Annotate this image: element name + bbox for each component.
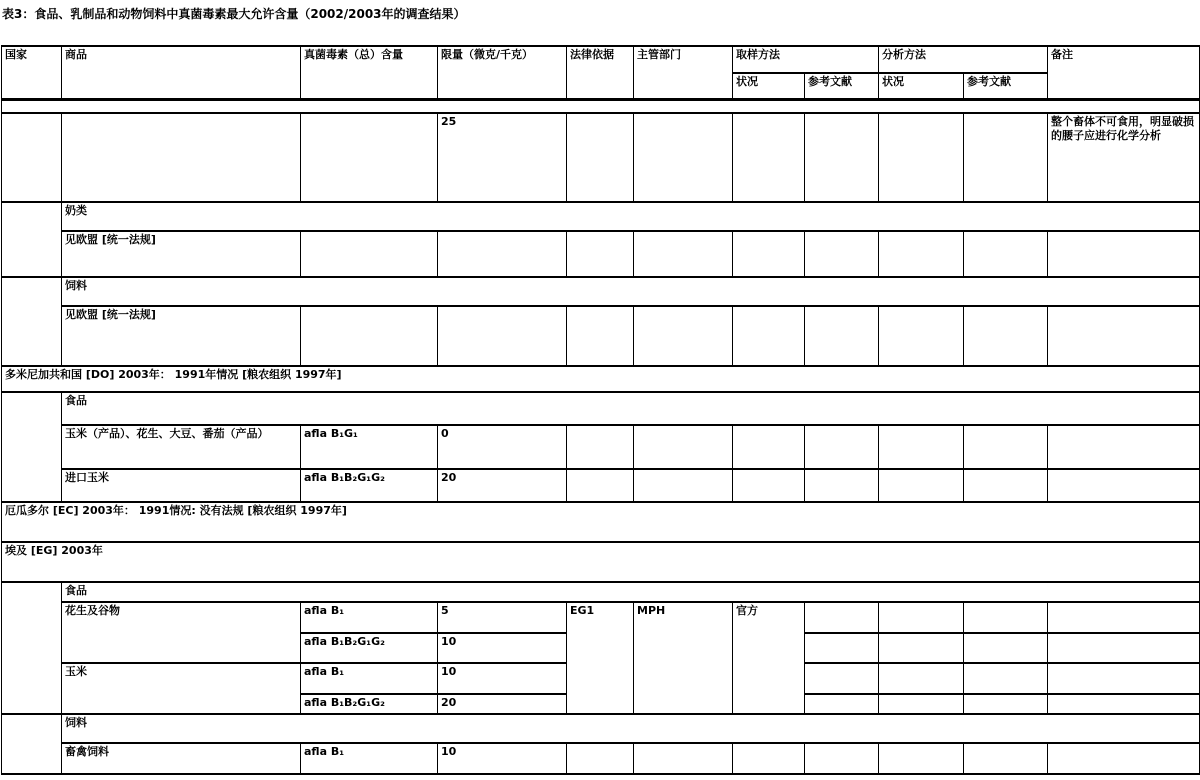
cell-limit: 20 <box>438 694 567 714</box>
cell-analysis-reference <box>964 633 1048 663</box>
table-row <box>2 743 1200 774</box>
section-band-feed: 饲料 <box>62 277 1200 306</box>
empty-band <box>2 99 1200 113</box>
header-remarks: 备注 <box>1048 46 1200 99</box>
header-analysis-reference: 参考文献 <box>964 73 1048 99</box>
cell-remarks <box>1048 231 1200 277</box>
section-band-milk: 奶类 <box>62 202 1200 231</box>
table-row <box>2 425 1200 469</box>
cell-sampling-reference <box>805 425 879 469</box>
cell-limit: 10 <box>438 743 567 774</box>
cell-limit: 20 <box>438 469 567 502</box>
cell-legal-basis: EG1 <box>567 602 634 714</box>
cell-remarks: 整个畜体不可食用，明显破损的腰子应进行化学分析 <box>1048 113 1200 202</box>
cell-analysis-reference <box>964 663 1048 694</box>
table-row <box>2 602 1200 633</box>
header-analysis-status: 状况 <box>879 73 964 99</box>
table-row <box>2 306 1200 366</box>
cell-toxin <box>301 231 438 277</box>
cell-country <box>2 113 62 202</box>
cell-analysis-status <box>879 306 964 366</box>
country-band-label: 埃及 [EG] 2003年 <box>2 542 1200 582</box>
cell-analysis-reference <box>964 425 1048 469</box>
country-band-label: 多米尼加共和国 [DO] 2003年： 1991年情况 [粮农组织 1997年] <box>2 366 1200 392</box>
cell-limit: 0 <box>438 425 567 469</box>
cell-toxin <box>301 306 438 366</box>
header-analysis-method: 分析方法 <box>879 46 1048 73</box>
cell-remarks <box>1048 663 1200 694</box>
spacer-row <box>2 99 1200 113</box>
cell-analysis-status <box>879 633 964 663</box>
cell-sampling-status <box>733 306 805 366</box>
cell-analysis-reference <box>964 469 1048 502</box>
header-limit: 限量（微克/千克） <box>438 46 567 99</box>
cell-remarks <box>1048 602 1200 633</box>
table-row <box>2 113 1200 202</box>
cell-authority: MPH <box>634 602 733 714</box>
cell-remarks <box>1048 743 1200 774</box>
cell-commodity <box>62 113 301 202</box>
header-row-1 <box>2 46 1200 73</box>
cell-limit: 10 <box>438 633 567 663</box>
country-band-egypt <box>2 542 1200 582</box>
cell-legal-basis <box>567 469 634 502</box>
cell-analysis-reference <box>964 306 1048 366</box>
cell-sampling-reference <box>805 694 879 714</box>
cell-limit <box>438 306 567 366</box>
cell-legal-basis <box>567 743 634 774</box>
cell-toxin: afla B₁ <box>301 663 438 694</box>
country-band-label: 厄瓜多尔 [EC] 2003年： 1991情况: 没有法规 [粮农组织 1997年] <box>2 502 1200 542</box>
cell-limit: 5 <box>438 602 567 633</box>
header-legal-basis: 法律依据 <box>567 46 634 99</box>
cell-authority <box>634 425 733 469</box>
cell-country <box>2 714 62 774</box>
cell-analysis-reference <box>964 113 1048 202</box>
section-band-feed: 饲料 <box>62 714 1200 743</box>
cell-authority <box>634 469 733 502</box>
header-authority: 主管部门 <box>634 46 733 99</box>
cell-toxin <box>301 113 438 202</box>
section-band-food: 食品 <box>62 392 1200 425</box>
page-title: 表3：食品、乳制品和动物饲料中真菌毒素最大允许含量（2002/2003年的调查结果） <box>2 7 466 21</box>
table-row <box>2 277 1200 306</box>
cell-sampling-reference <box>805 743 879 774</box>
cell-commodity: 见欧盟 [统一法规] <box>62 306 301 366</box>
cell-remarks <box>1048 633 1200 663</box>
header-mycotoxin-total: 真菌毒素（总）含量 <box>301 46 438 99</box>
table-row <box>2 231 1200 277</box>
table-row <box>2 714 1200 743</box>
cell-authority <box>634 306 733 366</box>
cell-legal-basis <box>567 231 634 277</box>
cell-sampling-status <box>733 113 805 202</box>
header-sampling-status: 状况 <box>733 73 805 99</box>
cell-toxin: afla B₁B₂G₁G₂ <box>301 694 438 714</box>
cell-sampling-status: 官方 <box>733 602 805 714</box>
cell-analysis-status <box>879 231 964 277</box>
header-sampling-reference: 参考文献 <box>805 73 879 99</box>
cell-sampling-status <box>733 469 805 502</box>
cell-analysis-status <box>879 425 964 469</box>
cell-commodity: 见欧盟 [统一法规] <box>62 231 301 277</box>
cell-sampling-status <box>733 425 805 469</box>
cell-remarks <box>1048 306 1200 366</box>
cell-country <box>2 582 62 714</box>
cell-authority <box>634 231 733 277</box>
cell-analysis-reference <box>964 694 1048 714</box>
cell-sampling-status <box>733 743 805 774</box>
cell-toxin: afla B₁ <box>301 602 438 633</box>
cell-analysis-status <box>879 469 964 502</box>
cell-legal-basis <box>567 113 634 202</box>
cell-sampling-reference <box>805 113 879 202</box>
cell-analysis-status <box>879 113 964 202</box>
cell-authority <box>634 113 733 202</box>
cell-commodity: 玉米（产品）、花生、大豆、番茄（产品） <box>62 425 301 469</box>
cell-toxin: afla B₁G₁ <box>301 425 438 469</box>
country-band-ecuador <box>2 502 1200 542</box>
cell-commodity: 玉米 <box>62 663 301 714</box>
section-band-food: 食品 <box>62 582 1200 602</box>
header-country: 国家 <box>2 46 62 99</box>
table-row <box>2 582 1200 602</box>
header-commodity: 商品 <box>62 46 301 99</box>
cell-remarks <box>1048 469 1200 502</box>
cell-limit <box>438 231 567 277</box>
cell-sampling-reference <box>805 602 879 633</box>
cell-commodity: 畜禽饲料 <box>62 743 301 774</box>
table-row <box>2 392 1200 425</box>
cell-authority <box>634 743 733 774</box>
cell-country <box>2 202 62 277</box>
cell-commodity: 花生及谷物 <box>62 602 301 663</box>
cell-sampling-reference <box>805 306 879 366</box>
cell-analysis-status <box>879 602 964 633</box>
table-row <box>2 469 1200 502</box>
cell-country <box>2 277 62 366</box>
cell-remarks <box>1048 694 1200 714</box>
cell-analysis-status <box>879 743 964 774</box>
cell-commodity: 进口玉米 <box>62 469 301 502</box>
cell-toxin: afla B₁ <box>301 743 438 774</box>
header-sampling-method: 取样方法 <box>733 46 879 73</box>
cell-analysis-reference <box>964 231 1048 277</box>
cell-sampling-reference <box>805 231 879 277</box>
cell-sampling-reference <box>805 633 879 663</box>
cell-sampling-reference <box>805 663 879 694</box>
cell-analysis-status <box>879 663 964 694</box>
country-band-dominican-republic <box>2 366 1200 392</box>
cell-analysis-reference <box>964 602 1048 633</box>
cell-legal-basis <box>567 425 634 469</box>
cell-sampling-status <box>733 231 805 277</box>
mycotoxin-limits-table <box>1 45 1200 775</box>
cell-limit: 10 <box>438 663 567 694</box>
cell-limit: 25 <box>438 113 567 202</box>
cell-toxin: afla B₁B₂G₁G₂ <box>301 633 438 663</box>
cell-toxin: afla B₁B₂G₁G₂ <box>301 469 438 502</box>
cell-analysis-status <box>879 694 964 714</box>
cell-remarks <box>1048 425 1200 469</box>
cell-analysis-reference <box>964 743 1048 774</box>
table-row <box>2 202 1200 231</box>
cell-legal-basis <box>567 306 634 366</box>
cell-country <box>2 392 62 502</box>
cell-sampling-reference <box>805 469 879 502</box>
